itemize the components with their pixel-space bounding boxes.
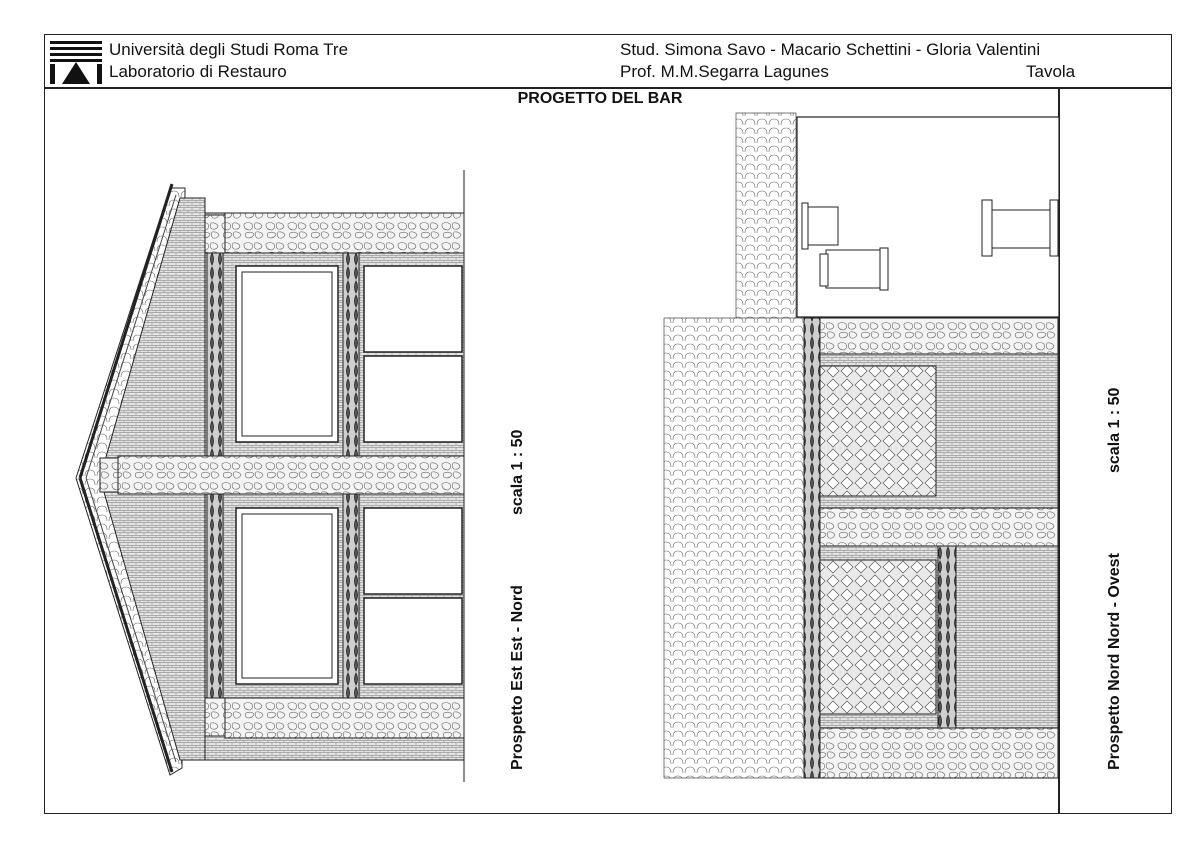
drawing-scale-north: scala 1 : 50 [1106, 387, 1123, 473]
professor-name: Prof. M.M.Segarra Lagunes [620, 62, 829, 81]
elevation-east [76, 170, 464, 782]
sheet-title: PROGETTO DEL BAR [517, 90, 683, 107]
tavola-label: Tavola [1026, 62, 1076, 81]
university-name: Università degli Studi Roma Tre [109, 40, 349, 59]
lab-name: Laboratorio di Restauro [109, 62, 287, 81]
drawing-name-east: Prospetto Est Est - Nord [509, 585, 526, 770]
drawing-scale-east: scala 1 : 50 [509, 429, 526, 515]
drawing-name-north: Prospetto Nord Nord - Ovest [1106, 553, 1123, 770]
university-logo [50, 41, 102, 84]
students-names: Stud. Simona Savo - Macario Schettini - Gloria Valentini [620, 40, 1041, 59]
elevation-north [664, 113, 1059, 778]
